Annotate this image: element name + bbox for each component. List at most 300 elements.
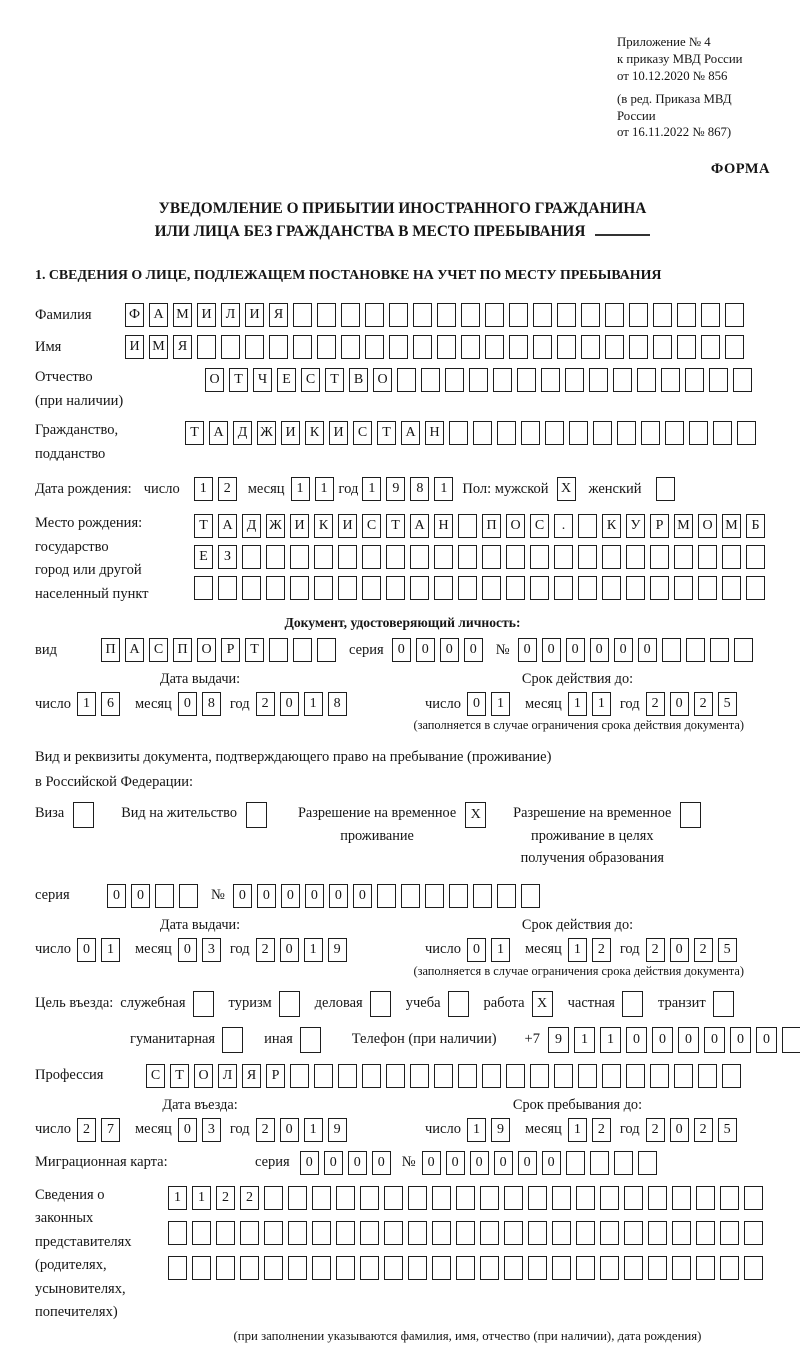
char-box[interactable]	[737, 421, 756, 445]
char-box[interactable]	[456, 1256, 475, 1280]
char-box[interactable]: 0	[348, 1151, 367, 1175]
char-box[interactable]	[362, 1064, 381, 1088]
char-box[interactable]	[545, 421, 564, 445]
purpose-business-checkbox[interactable]	[370, 991, 396, 1017]
char-box[interactable]	[578, 1064, 597, 1088]
char-box[interactable]	[605, 303, 624, 327]
char-box[interactable]: С	[353, 421, 372, 445]
char-box[interactable]	[530, 545, 549, 569]
char-box[interactable]: 0	[372, 1151, 391, 1175]
char-box[interactable]	[648, 1256, 667, 1280]
char-box[interactable]: 1	[304, 1118, 323, 1142]
char-box[interactable]: 0	[467, 938, 486, 962]
char-box[interactable]: 0	[178, 938, 197, 962]
char-box[interactable]	[552, 1221, 571, 1245]
char-box[interactable]: Ж	[257, 421, 276, 445]
char-box[interactable]	[744, 1256, 763, 1280]
char-box[interactable]: 2	[694, 692, 713, 716]
birth-year-input[interactable]	[362, 477, 458, 501]
char-box[interactable]: 0	[494, 1151, 513, 1175]
char-box[interactable]: А	[149, 303, 168, 327]
char-box[interactable]	[317, 335, 336, 359]
char-box[interactable]	[746, 576, 765, 600]
char-box[interactable]	[624, 1256, 643, 1280]
char-box[interactable]: 2	[592, 938, 611, 962]
char-box[interactable]	[434, 545, 453, 569]
char-box[interactable]	[637, 368, 656, 392]
char-box[interactable]	[782, 1027, 800, 1053]
char-box[interactable]	[437, 335, 456, 359]
char-box[interactable]	[674, 576, 693, 600]
char-box[interactable]	[744, 1186, 763, 1210]
char-box[interactable]	[485, 303, 504, 327]
char-box[interactable]: 1	[568, 692, 587, 716]
char-box[interactable]: 1	[304, 692, 323, 716]
char-box[interactable]	[722, 545, 741, 569]
doc-expiry-month[interactable]	[568, 692, 616, 716]
char-box[interactable]	[504, 1256, 523, 1280]
char-box[interactable]	[521, 884, 540, 908]
char-box[interactable]	[480, 1186, 499, 1210]
char-box[interactable]: Р	[221, 638, 240, 662]
char-box[interactable]: 0	[329, 884, 348, 908]
char-box[interactable]: 1	[304, 938, 323, 962]
char-box[interactable]	[600, 1186, 619, 1210]
char-box[interactable]	[461, 335, 480, 359]
char-box[interactable]: 0	[652, 1027, 673, 1053]
residence-permit-checkbox[interactable]	[246, 802, 272, 828]
char-box[interactable]	[360, 1256, 379, 1280]
char-box[interactable]: 8	[328, 692, 347, 716]
char-box[interactable]	[458, 1064, 477, 1088]
char-box[interactable]	[432, 1186, 451, 1210]
char-box[interactable]	[701, 335, 720, 359]
char-box[interactable]	[221, 335, 240, 359]
char-box[interactable]	[290, 545, 309, 569]
char-box[interactable]	[493, 368, 512, 392]
doc-series-input[interactable]	[392, 638, 488, 662]
char-box[interactable]: 6	[101, 692, 120, 716]
char-box[interactable]	[362, 576, 381, 600]
char-box[interactable]: 0	[324, 1151, 343, 1175]
char-box[interactable]: Д	[242, 514, 261, 538]
char-box[interactable]	[557, 335, 576, 359]
char-box[interactable]	[408, 1256, 427, 1280]
citizenship-input[interactable]	[185, 421, 761, 445]
char-box[interactable]: К	[602, 514, 621, 538]
char-box[interactable]	[576, 1221, 595, 1245]
char-box[interactable]: 1	[192, 1186, 211, 1210]
char-box[interactable]	[408, 1221, 427, 1245]
char-box[interactable]	[194, 576, 213, 600]
char-box[interactable]: 2	[646, 692, 665, 716]
char-box[interactable]	[469, 368, 488, 392]
char-box[interactable]: 8	[202, 692, 221, 716]
char-box[interactable]	[179, 884, 198, 908]
char-box[interactable]	[410, 576, 429, 600]
purpose-official-checkbox[interactable]	[193, 991, 219, 1017]
char-box[interactable]	[365, 303, 384, 327]
char-box[interactable]	[240, 1221, 259, 1245]
char-box[interactable]: 1	[592, 692, 611, 716]
char-box[interactable]	[533, 335, 552, 359]
char-box[interactable]	[709, 368, 728, 392]
char-box[interactable]	[317, 638, 336, 662]
char-box[interactable]	[589, 368, 608, 392]
char-box[interactable]	[222, 1027, 243, 1053]
char-box[interactable]	[656, 477, 675, 501]
char-box[interactable]	[528, 1186, 547, 1210]
char-box[interactable]	[192, 1256, 211, 1280]
doc-expiry-year[interactable]	[646, 692, 742, 716]
char-box[interactable]	[533, 303, 552, 327]
char-box[interactable]: 0	[446, 1151, 465, 1175]
char-box[interactable]	[360, 1186, 379, 1210]
char-box[interactable]	[266, 576, 285, 600]
char-box[interactable]: Т	[170, 1064, 189, 1088]
char-box[interactable]	[602, 576, 621, 600]
char-box[interactable]	[482, 1064, 501, 1088]
doc-issue-month[interactable]	[178, 692, 226, 716]
char-box[interactable]	[689, 421, 708, 445]
char-box[interactable]: 2	[218, 477, 237, 501]
purpose-tourism-checkbox[interactable]	[279, 991, 305, 1017]
edu-permit-checkbox[interactable]	[680, 802, 706, 828]
patronymic-input[interactable]	[205, 368, 757, 392]
char-box[interactable]	[449, 421, 468, 445]
char-box[interactable]: 2	[256, 938, 275, 962]
char-box[interactable]: А	[401, 421, 420, 445]
char-box[interactable]: Т	[194, 514, 213, 538]
char-box[interactable]: 0	[440, 638, 459, 662]
char-box[interactable]: Ф	[125, 303, 144, 327]
char-box[interactable]	[629, 303, 648, 327]
char-box[interactable]	[600, 1221, 619, 1245]
doc-issue-day[interactable]	[77, 692, 125, 716]
residence-issue-day[interactable]	[77, 938, 125, 962]
char-box[interactable]	[437, 303, 456, 327]
char-box[interactable]	[216, 1221, 235, 1245]
char-box[interactable]	[384, 1186, 403, 1210]
char-box[interactable]: 0	[566, 638, 585, 662]
char-box[interactable]: 0	[257, 884, 276, 908]
birth-month-input[interactable]	[291, 477, 339, 501]
char-box[interactable]	[497, 421, 516, 445]
char-box[interactable]: Б	[746, 514, 765, 538]
char-box[interactable]	[626, 576, 645, 600]
char-box[interactable]	[624, 1221, 643, 1245]
char-box[interactable]: С	[301, 368, 320, 392]
char-box[interactable]	[245, 335, 264, 359]
char-box[interactable]: 0	[416, 638, 435, 662]
purpose-private-checkbox[interactable]	[622, 991, 648, 1017]
residence-issue-month[interactable]	[178, 938, 226, 962]
char-box[interactable]: 0	[178, 1118, 197, 1142]
representatives-line1[interactable]	[168, 1186, 768, 1210]
char-box[interactable]: А	[410, 514, 429, 538]
char-box[interactable]: 1	[574, 1027, 595, 1053]
char-box[interactable]	[530, 576, 549, 600]
char-box[interactable]	[73, 802, 94, 828]
char-box[interactable]: Т	[185, 421, 204, 445]
char-box[interactable]	[360, 1221, 379, 1245]
char-box[interactable]: Н	[425, 421, 444, 445]
char-box[interactable]	[410, 545, 429, 569]
char-box[interactable]: Я	[242, 1064, 261, 1088]
char-box[interactable]	[506, 1064, 525, 1088]
char-box[interactable]	[605, 335, 624, 359]
char-box[interactable]: 1	[491, 938, 510, 962]
char-box[interactable]: С	[530, 514, 549, 538]
char-box[interactable]	[696, 1186, 715, 1210]
char-box[interactable]	[626, 1064, 645, 1088]
char-box[interactable]: 9	[548, 1027, 569, 1053]
char-box[interactable]	[626, 545, 645, 569]
char-box[interactable]: О	[698, 514, 717, 538]
char-box[interactable]: 0	[756, 1027, 777, 1053]
char-box[interactable]	[624, 1186, 643, 1210]
profession-input[interactable]	[146, 1064, 746, 1088]
char-box[interactable]	[218, 576, 237, 600]
char-box[interactable]	[386, 545, 405, 569]
char-box[interactable]	[744, 1221, 763, 1245]
char-box[interactable]: 0	[670, 692, 689, 716]
char-box[interactable]	[168, 1256, 187, 1280]
char-box[interactable]	[269, 335, 288, 359]
char-box[interactable]	[314, 576, 333, 600]
char-box[interactable]: У	[626, 514, 645, 538]
char-box[interactable]	[482, 576, 501, 600]
char-box[interactable]	[410, 1064, 429, 1088]
phone-input[interactable]	[548, 1027, 800, 1053]
char-box[interactable]: О	[506, 514, 525, 538]
char-box[interactable]: 0	[590, 638, 609, 662]
stay-year[interactable]	[646, 1118, 742, 1142]
char-box[interactable]: М	[674, 514, 693, 538]
char-box[interactable]	[552, 1186, 571, 1210]
char-box[interactable]: И	[290, 514, 309, 538]
birth-place-line2[interactable]	[194, 545, 770, 569]
char-box[interactable]: 0	[280, 938, 299, 962]
char-box[interactable]	[264, 1221, 283, 1245]
char-box[interactable]: П	[173, 638, 192, 662]
char-box[interactable]: Т	[377, 421, 396, 445]
char-box[interactable]	[622, 991, 643, 1017]
char-box[interactable]	[722, 1064, 741, 1088]
char-box[interactable]	[734, 638, 753, 662]
char-box[interactable]	[192, 1221, 211, 1245]
char-box[interactable]	[425, 884, 444, 908]
purpose-study-checkbox[interactable]	[448, 991, 474, 1017]
char-box[interactable]	[696, 1221, 715, 1245]
char-box[interactable]: И	[338, 514, 357, 538]
char-box[interactable]	[602, 1064, 621, 1088]
char-box[interactable]: 2	[240, 1186, 259, 1210]
char-box[interactable]	[397, 368, 416, 392]
char-box[interactable]	[338, 545, 357, 569]
char-box[interactable]	[722, 576, 741, 600]
char-box[interactable]	[677, 335, 696, 359]
char-box[interactable]: 0	[626, 1027, 647, 1053]
char-box[interactable]	[338, 576, 357, 600]
char-box[interactable]: 0	[305, 884, 324, 908]
char-box[interactable]	[458, 545, 477, 569]
residence-expiry-year[interactable]	[646, 938, 742, 962]
char-box[interactable]	[578, 576, 597, 600]
char-box[interactable]	[506, 576, 525, 600]
char-box[interactable]	[341, 335, 360, 359]
char-box[interactable]: 1	[491, 692, 510, 716]
char-box[interactable]: И	[125, 335, 144, 359]
char-box[interactable]	[629, 335, 648, 359]
char-box[interactable]	[242, 576, 261, 600]
char-box[interactable]: 9	[386, 477, 405, 501]
char-box[interactable]	[293, 335, 312, 359]
residence-expiry-day[interactable]	[467, 938, 515, 962]
char-box[interactable]	[288, 1256, 307, 1280]
char-box[interactable]: 0	[730, 1027, 751, 1053]
birth-day-input[interactable]	[194, 477, 242, 501]
char-box[interactable]	[290, 576, 309, 600]
char-box[interactable]: 0	[614, 638, 633, 662]
char-box[interactable]	[746, 545, 765, 569]
char-box[interactable]	[456, 1221, 475, 1245]
char-box[interactable]	[720, 1221, 739, 1245]
char-box[interactable]	[317, 303, 336, 327]
char-box[interactable]	[698, 576, 717, 600]
char-box[interactable]	[504, 1221, 523, 1245]
char-box[interactable]: 1	[315, 477, 334, 501]
char-box[interactable]	[713, 421, 732, 445]
char-box[interactable]: 1	[467, 1118, 486, 1142]
char-box[interactable]	[341, 303, 360, 327]
residence-series-input[interactable]	[107, 884, 203, 908]
char-box[interactable]	[432, 1221, 451, 1245]
char-box[interactable]	[449, 884, 468, 908]
char-box[interactable]: 0	[131, 884, 150, 908]
char-box[interactable]	[458, 514, 477, 538]
char-box[interactable]: 2	[256, 692, 275, 716]
char-box[interactable]: 2	[592, 1118, 611, 1142]
char-box[interactable]	[365, 335, 384, 359]
char-box[interactable]	[725, 335, 744, 359]
char-box[interactable]: Т	[325, 368, 344, 392]
char-box[interactable]: Л	[218, 1064, 237, 1088]
char-box[interactable]: А	[209, 421, 228, 445]
char-box[interactable]: С	[149, 638, 168, 662]
char-box[interactable]	[370, 991, 391, 1017]
char-box[interactable]	[279, 991, 300, 1017]
char-box[interactable]: X	[532, 991, 553, 1017]
char-box[interactable]	[648, 1186, 667, 1210]
char-box[interactable]	[650, 576, 669, 600]
char-box[interactable]	[672, 1186, 691, 1210]
entry-month[interactable]	[178, 1118, 226, 1142]
char-box[interactable]	[617, 421, 636, 445]
char-box[interactable]	[264, 1256, 283, 1280]
char-box[interactable]	[641, 421, 660, 445]
char-box[interactable]	[264, 1186, 283, 1210]
char-box[interactable]	[480, 1256, 499, 1280]
char-box[interactable]	[710, 638, 729, 662]
char-box[interactable]	[648, 1221, 667, 1245]
char-box[interactable]	[421, 368, 440, 392]
char-box[interactable]	[733, 368, 752, 392]
char-box[interactable]: X	[557, 477, 576, 501]
char-box[interactable]: 0	[107, 884, 126, 908]
char-box[interactable]	[240, 1256, 259, 1280]
char-box[interactable]: И	[329, 421, 348, 445]
char-box[interactable]: 2	[694, 938, 713, 962]
char-box[interactable]: 0	[300, 1151, 319, 1175]
purpose-other-checkbox[interactable]	[300, 1027, 326, 1053]
char-box[interactable]	[530, 1064, 549, 1088]
char-box[interactable]	[473, 421, 492, 445]
char-box[interactable]: 2	[216, 1186, 235, 1210]
char-box[interactable]: 0	[464, 638, 483, 662]
char-box[interactable]	[155, 884, 174, 908]
char-box[interactable]	[650, 545, 669, 569]
char-box[interactable]	[593, 421, 612, 445]
char-box[interactable]	[653, 335, 672, 359]
char-box[interactable]	[662, 638, 681, 662]
char-box[interactable]	[336, 1221, 355, 1245]
char-box[interactable]	[377, 884, 396, 908]
char-box[interactable]	[509, 335, 528, 359]
char-box[interactable]: И	[197, 303, 216, 327]
char-box[interactable]	[674, 545, 693, 569]
char-box[interactable]: 1	[291, 477, 310, 501]
char-box[interactable]: М	[173, 303, 192, 327]
char-box[interactable]: 0	[392, 638, 411, 662]
char-box[interactable]: 9	[328, 1118, 347, 1142]
entry-day[interactable]	[77, 1118, 125, 1142]
char-box[interactable]: Я	[173, 335, 192, 359]
char-box[interactable]	[661, 368, 680, 392]
char-box[interactable]: 5	[718, 1118, 737, 1142]
char-box[interactable]	[698, 1064, 717, 1088]
char-box[interactable]	[504, 1186, 523, 1210]
char-box[interactable]: П	[482, 514, 501, 538]
char-box[interactable]: Ж	[266, 514, 285, 538]
char-box[interactable]: Т	[245, 638, 264, 662]
char-box[interactable]	[312, 1221, 331, 1245]
char-box[interactable]	[473, 884, 492, 908]
char-box[interactable]	[246, 802, 267, 828]
char-box[interactable]	[686, 638, 705, 662]
char-box[interactable]: Я	[269, 303, 288, 327]
char-box[interactable]: С	[146, 1064, 165, 1088]
char-box[interactable]: Д	[233, 421, 252, 445]
birth-place-line3[interactable]	[194, 576, 770, 600]
purpose-transit-checkbox[interactable]	[713, 991, 739, 1017]
char-box[interactable]	[480, 1221, 499, 1245]
char-box[interactable]: 0	[467, 692, 486, 716]
char-box[interactable]: 1	[168, 1186, 187, 1210]
char-box[interactable]	[456, 1186, 475, 1210]
char-box[interactable]: 0	[678, 1027, 699, 1053]
doc-issue-year[interactable]	[256, 692, 352, 716]
char-box[interactable]: 9	[491, 1118, 510, 1142]
char-box[interactable]	[338, 1064, 357, 1088]
char-box[interactable]	[665, 421, 684, 445]
char-box[interactable]: 0	[518, 638, 537, 662]
char-box[interactable]: З	[218, 545, 237, 569]
char-box[interactable]	[384, 1256, 403, 1280]
char-box[interactable]: 0	[518, 1151, 537, 1175]
char-box[interactable]: 0	[233, 884, 252, 908]
char-box[interactable]	[290, 1064, 309, 1088]
